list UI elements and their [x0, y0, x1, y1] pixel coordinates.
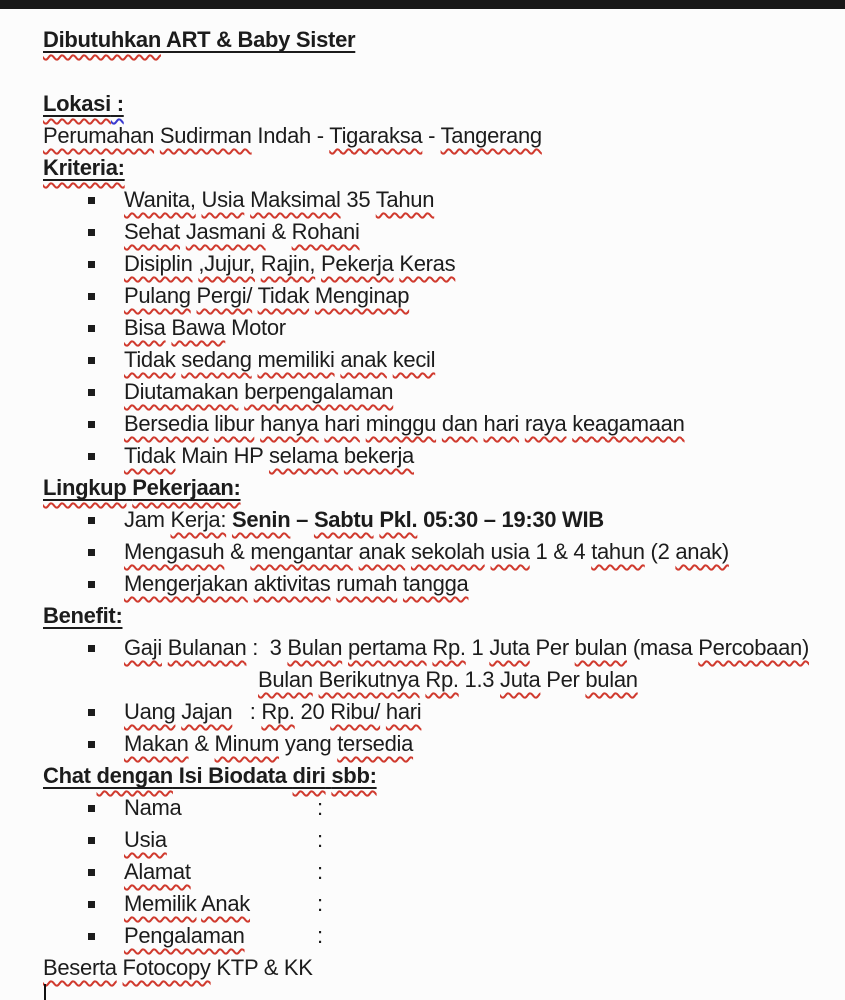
text-segment: :: [232, 699, 262, 724]
line-content: [124, 632, 819, 664]
field-label: [124, 920, 317, 952]
misspelled-word: anak): [675, 539, 729, 564]
heading-text: [43, 155, 125, 180]
field-label: [124, 856, 317, 888]
section-heading: [43, 152, 819, 184]
bullet-icon: [88, 869, 95, 876]
misspelled-word: usia: [490, 539, 530, 564]
misspelled-word: Mengerjakan: [124, 571, 248, 596]
misspelled-word: Usia: [201, 187, 245, 212]
text-segment: Indah -: [251, 123, 330, 148]
misspelled-word: Lokasi: [43, 91, 111, 116]
misspelled-word: Sabtu: [313, 507, 374, 532]
field-body: [124, 824, 819, 856]
misspelled-word: Bawa: [171, 315, 226, 340]
text-segment: 1: [465, 635, 490, 660]
misspelled-word: Keras: [399, 251, 456, 276]
misspelled-word: Tidak: [124, 347, 176, 372]
line-content: [124, 728, 819, 760]
bullet-item: [43, 312, 819, 344]
misspelled-word: ,Jujur,: [198, 251, 255, 276]
text-segment: -: [422, 123, 441, 148]
biodata-field: [43, 856, 819, 888]
heading-text: [43, 603, 123, 628]
text-segment: Main HP: [175, 443, 269, 468]
misspelled-word: Pengalaman: [124, 923, 245, 948]
text-segment: KTP & KK: [210, 955, 313, 980]
misspelled-word: Juta: [500, 667, 541, 692]
line-content: [124, 248, 819, 280]
misspelled-word: Usia: [124, 827, 167, 852]
bullet-icon: [88, 517, 95, 524]
misspelled-word: mengantar: [250, 539, 353, 564]
line-content: [124, 216, 819, 248]
misspelled-word: dengan: [96, 763, 173, 788]
field-label: [124, 824, 317, 856]
field-colon: :: [317, 891, 323, 916]
field-label: [124, 792, 317, 824]
biodata-field: [43, 888, 819, 920]
biodata-field: [43, 792, 819, 824]
bullet-item: [43, 728, 819, 760]
misspelled-word: hanya: [260, 411, 319, 436]
bullet-icon: [88, 325, 95, 332]
text-segment: Motor: [225, 315, 286, 340]
misspelled-word: Pkl.: [379, 507, 418, 532]
bullet-icon: [88, 229, 95, 236]
misspelled-word: Mengasuh: [124, 539, 225, 564]
field-body: [124, 888, 819, 920]
misspelled-word: pertama: [347, 635, 427, 660]
misspelled-word: rumah: [336, 571, 398, 596]
misspelled-word: sbb:: [331, 763, 377, 788]
document-body[interactable]: [0, 9, 845, 1000]
misspelled-word: Minum: [214, 731, 280, 756]
window-top-bar: [0, 0, 845, 9]
misspelled-word: tersedia: [337, 731, 414, 756]
bullet-item: [43, 504, 819, 536]
misspelled-word: dan: [441, 411, 478, 436]
line-content: [124, 696, 819, 728]
text-segment: ART & Baby Sister: [161, 27, 356, 52]
misspelled-word: Gaji: [124, 635, 162, 660]
misspelled-word: hari: [324, 411, 360, 436]
bullet-icon: [88, 549, 95, 556]
line-content: [124, 312, 819, 344]
continuation-line: [43, 664, 819, 696]
misspelled-word: sekolah: [410, 539, 485, 564]
blank-line: [43, 56, 819, 88]
misspelled-word: berpengalaman: [244, 379, 394, 404]
misspelled-word: memiliki: [257, 347, 335, 372]
misspelled-word: aktivitas: [253, 571, 331, 596]
bullet-icon: [88, 933, 95, 940]
field-colon: :: [317, 923, 323, 948]
bullet-icon: [88, 421, 95, 428]
misspelled-word: Dibutuhkan: [43, 27, 161, 52]
misspelled-word: Alamat: [124, 859, 191, 884]
caret-line: [43, 984, 819, 1000]
misspelled-word: Kriteria:: [43, 155, 125, 180]
misspelled-word: bulan: [585, 667, 638, 692]
bullet-icon: [88, 389, 95, 396]
misspelled-word: Rp.: [261, 699, 295, 724]
text-segment: : 3: [246, 635, 288, 660]
text-segment: &: [265, 219, 292, 244]
misspelled-word: sedang: [181, 347, 252, 372]
text-segment: Benefit:: [43, 603, 123, 628]
misspelled-word: Bisa: [124, 315, 166, 340]
bullet-item: [43, 184, 819, 216]
misspelled-word: Pekerja: [321, 251, 394, 276]
misspelled-word: Ribu/: [330, 699, 381, 724]
line-content: [258, 667, 638, 692]
misspelled-word: Rohani: [291, 219, 360, 244]
bullet-item: [43, 344, 819, 376]
text-segment: –: [290, 507, 314, 532]
misspelled-word: Tigaraksa: [329, 123, 423, 148]
bullet-icon: [88, 581, 95, 588]
misspelled-word: Pulang: [124, 283, 191, 308]
misspelled-word: Diutamakan: [124, 379, 239, 404]
misspelled-word: minggu: [365, 411, 437, 436]
misspelled-word: Beserta: [43, 955, 117, 980]
text-segment: 20: [294, 699, 331, 724]
misspelled-word: Percobaan): [698, 635, 810, 660]
misspelled-word: Berikutnya: [318, 667, 420, 692]
text-segment: 1 & 4: [529, 539, 592, 564]
misspelled-word: hari: [385, 699, 422, 724]
text-segment: Isi Biodata: [172, 763, 293, 788]
misspelled-word: Menginap: [314, 283, 410, 308]
line-content: [124, 280, 819, 312]
field-colon: :: [317, 827, 323, 852]
text-segment: Chat: [43, 763, 97, 788]
misspelled-word: raya: [524, 411, 567, 436]
bullet-item: [43, 216, 819, 248]
line-content: [124, 376, 819, 408]
misspelled-word: Bersedia: [124, 411, 209, 436]
bullet-icon: [88, 837, 95, 844]
field-body: [124, 792, 819, 824]
bullet-icon: [88, 261, 95, 268]
misspelled-word: Jajan: [181, 699, 233, 724]
bullet-item: [43, 408, 819, 440]
bullet-item: [43, 696, 819, 728]
line-content: [124, 440, 819, 472]
misspelled-word: tangga: [402, 571, 469, 596]
paragraph-line: [43, 120, 819, 152]
field-body: [124, 856, 819, 888]
misspelled-word: diri: [292, 763, 326, 788]
misspelled-word: Senin: [231, 507, 291, 532]
misspelled-word: Uang: [124, 699, 176, 724]
section-heading: [43, 472, 819, 504]
text-segment: Per: [529, 635, 575, 660]
bullet-icon: [88, 741, 95, 748]
misspelled-word: Tahun: [375, 187, 435, 212]
bullet-item: [43, 376, 819, 408]
misspelled-word: Tidak: [124, 443, 176, 468]
bullet-item: [43, 440, 819, 472]
text-segment: Nama: [124, 795, 182, 820]
misspelled-word: Pekerjaan:: [132, 475, 241, 500]
text-segment: (2: [644, 539, 676, 564]
misspelled-word: anak: [358, 539, 406, 564]
heading-text: [43, 27, 355, 52]
field-colon: :: [317, 859, 323, 884]
line-content: [124, 344, 819, 376]
misspelled-word: Bulan: [258, 667, 313, 692]
misspelled-word: selama: [268, 443, 339, 468]
misspelled-word: Rp.: [425, 667, 459, 692]
document-title: [43, 24, 819, 56]
line-content: [124, 184, 819, 216]
bullet-icon: [88, 645, 95, 652]
text-segment: &: [224, 539, 251, 564]
misspelled-word: keagamaan: [572, 411, 685, 436]
misspelled-word: Tidak: [257, 283, 310, 308]
misspelled-word: Memilik: [124, 891, 197, 916]
biodata-field: [43, 920, 819, 952]
text-segment: (masa: [627, 635, 699, 660]
misspelled-word: Rp.: [432, 635, 466, 660]
bullet-icon: [88, 357, 95, 364]
text-cursor: [44, 984, 46, 1000]
misspelled-word: Disiplin: [124, 251, 193, 276]
section-heading: [43, 760, 819, 792]
bullet-icon: [88, 901, 95, 908]
field-colon: :: [317, 795, 323, 820]
text-segment: 1.3: [458, 667, 501, 692]
bullet-item: [43, 536, 819, 568]
paragraph-line: [43, 952, 819, 984]
misspelled-word: Sudirman: [159, 123, 252, 148]
line-content: [124, 568, 819, 600]
misspelled-word: Jasmani: [185, 219, 266, 244]
bullet-icon: [88, 197, 95, 204]
text-segment: yang: [279, 731, 338, 756]
bullet-item: [43, 280, 819, 312]
heading-text: [43, 763, 377, 788]
misspelled-word: hari: [483, 411, 520, 436]
misspelled-word: Maksimal: [250, 187, 341, 212]
misspelled-word: kecil: [392, 347, 436, 372]
text-segment: Jam: [124, 507, 171, 532]
misspelled-word: Kerja:: [170, 507, 227, 532]
misspelled-word: Wanita,: [124, 187, 196, 212]
misspelled-word: libur: [214, 411, 255, 436]
grammar-flagged-text: :: [110, 91, 124, 116]
bullet-icon: [88, 709, 95, 716]
bullet-item: [43, 568, 819, 600]
line-content: [124, 504, 819, 536]
misspelled-word: bekerja: [343, 443, 414, 468]
field-label: [124, 888, 317, 920]
text-segment: 05:30 – 19:30 WIB: [417, 507, 604, 532]
bullet-item: [43, 248, 819, 280]
misspelled-word: Anak: [201, 891, 251, 916]
misspelled-word: Perumahan: [43, 123, 155, 148]
misspelled-word: Juta: [489, 635, 530, 660]
misspelled-word: anak: [340, 347, 387, 372]
bullet-icon: [88, 453, 95, 460]
text-segment: 35: [340, 187, 376, 212]
section-heading: [43, 600, 819, 632]
misspelled-word: Fotocopy: [122, 955, 211, 980]
misspelled-word: Bulan: [287, 635, 343, 660]
text-segment: &: [188, 731, 215, 756]
misspelled-word: bulan: [574, 635, 628, 660]
biodata-field: [43, 824, 819, 856]
bullet-item: [43, 632, 819, 664]
misspelled-word: Pergi/: [196, 283, 253, 308]
line-content: [124, 536, 819, 568]
heading-text: [43, 475, 241, 500]
misspelled-word: Lingkup: [43, 475, 127, 500]
misspelled-word: Tangerang: [440, 123, 542, 148]
misspelled-word: Sehat: [124, 219, 180, 244]
misspelled-word: tahun: [591, 539, 645, 564]
field-body: [124, 920, 819, 952]
heading-text: [43, 91, 124, 116]
bullet-icon: [88, 805, 95, 812]
text-segment: Per: [540, 667, 586, 692]
misspelled-word: Rajin,: [260, 251, 316, 276]
line-content: [124, 408, 819, 440]
bullet-icon: [88, 293, 95, 300]
misspelled-word: Makan: [124, 731, 189, 756]
section-heading: [43, 88, 819, 120]
misspelled-word: Bulanan: [167, 635, 247, 660]
